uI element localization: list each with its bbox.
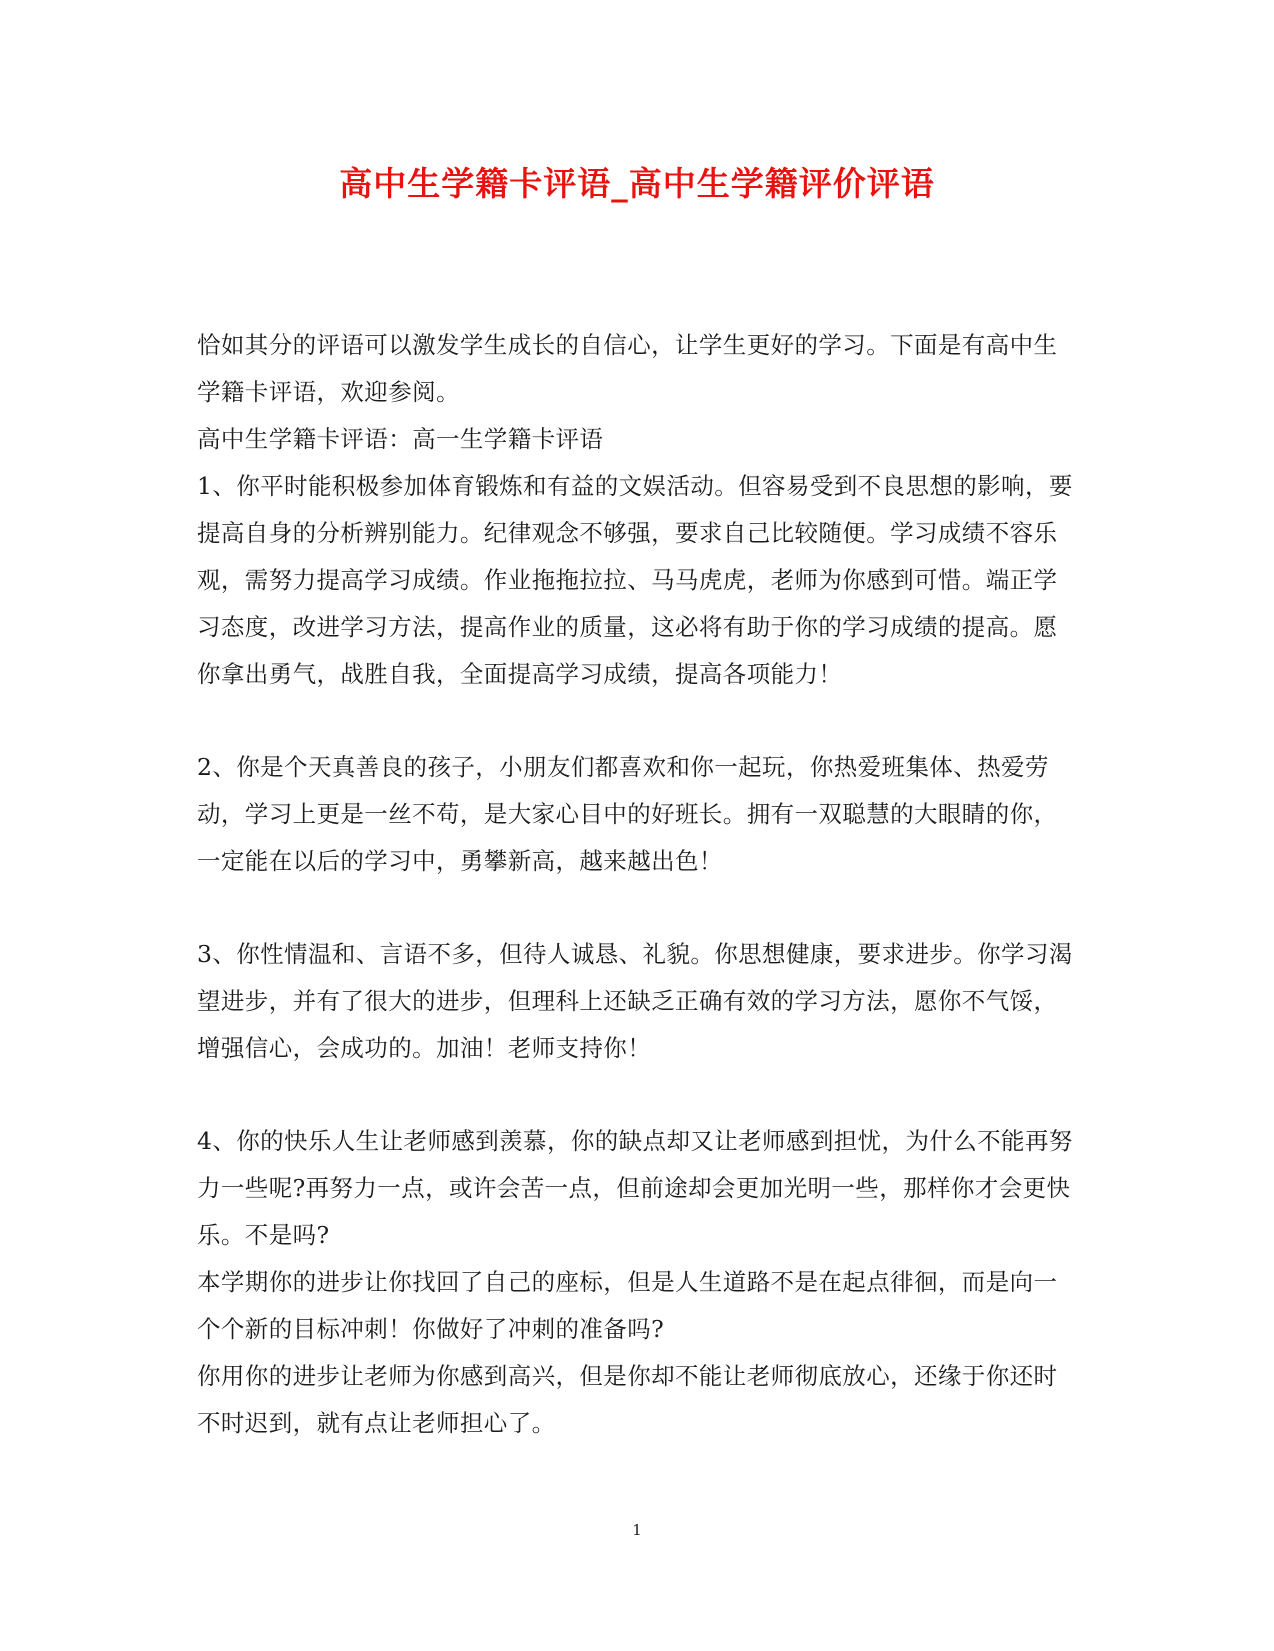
paragraph-comment-2: 2、你是个天真善良的孩子，小朋友们都喜欢和你一起玩，你热爱班集体、热爱劳动，学习上更是一丝不苟，是大家心目中的好班长。拥有一双聪慧的大眼睛的你，一定能在以后的学习中，勇攀新高，越来越出色！ — [197, 753, 1058, 875]
paragraph-section-heading: 高中生学籍卡评语：高一生学籍卡评语 — [197, 425, 604, 453]
paragraph-comment-4: 4、你的快乐人生让老师感到羡慕，你的缺点却又让老师感到担忧，为什么不能再努力一些呢?再努力一点，或许会苦一点，但前途却会更加光明一些，那样你才会更快乐。不是吗? — [197, 1127, 1073, 1249]
paragraph-comment-1: 1、你平时能积极参加体育锻炼和有益的文娱活动。但容易受到不良思想的影响，要提高自身的分析辨别能力。纪律观念不够强，要求自己比较随便。学习成绩不容乐观，需努力提高学习成绩。作业拖拖拉拉、马马虎虎，老师为你感到可惜。端正学习态度，改进学习方法，提高作业的质量，这必将有助于你的学习成绩的提高。愿你拿出勇气，战胜自我，全面提高学习成绩，提高各项能力！ — [197, 472, 1073, 688]
paragraph-comment-3: 3、你性情温和、言语不多，但待人诚恳、礼貌。你思想健康，要求进步。你学习渴望进步，并有了很大的进步，但理科上还缺乏正确有效的学习方法，愿你不气馁，增强信心，会成功的。加油！老师支持你！ — [197, 940, 1073, 1062]
paragraph-gap — [197, 885, 1079, 931]
document-title: 高中生学籍卡评语_高中生学籍评价评语 — [339, 164, 935, 203]
paragraph-intro: 恰如其分的评语可以激发学生成长的自信心，让学生更好的学习。下面是有高中生学籍卡评语，欢迎参阅。 — [197, 331, 1058, 406]
paragraph-gap — [197, 1072, 1079, 1118]
page-number: 1 — [632, 1521, 642, 1539]
paragraph-comment-4c: 你用你的进步让老师为你感到高兴，但是你却不能让老师彻底放心，还缘于你还时不时迟到，就有点让老师担心了。 — [197, 1362, 1058, 1437]
paragraph-comment-4b: 本学期你的进步让你找回了自己的座标，但是人生道路不是在起点徘徊，而是向一个个新的目标冲刺！你做好了冲刺的准备吗? — [197, 1268, 1058, 1343]
document-body — [197, 322, 1079, 1447]
paragraph-gap — [197, 698, 1079, 744]
